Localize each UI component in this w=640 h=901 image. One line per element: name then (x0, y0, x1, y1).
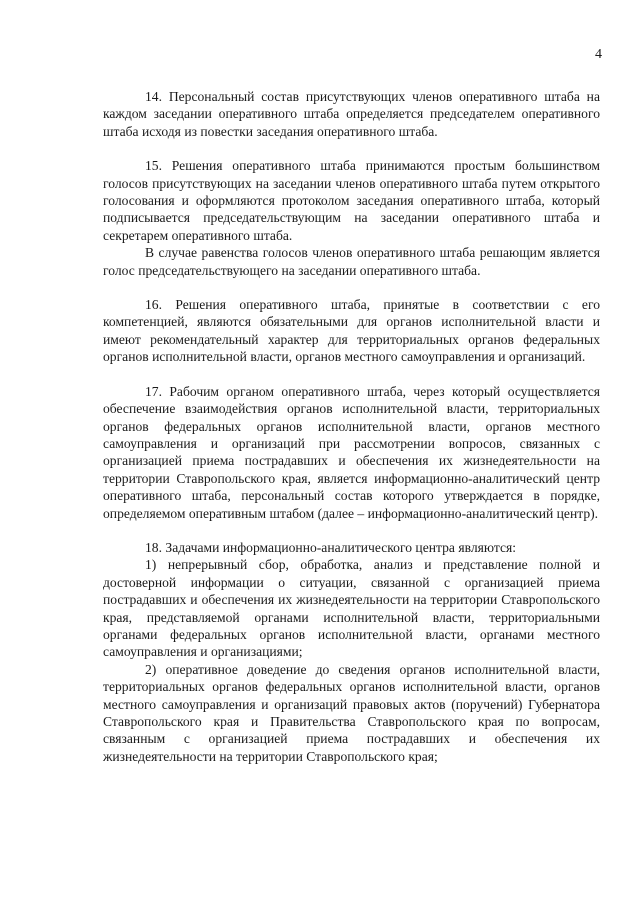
paragraph-18-item-1: 1) непрерывный сбор, обработка, анализ и представление полной и достоверной информации о ситуации, связанной с организацией приема пострадавших и обеспечения их жизнедеятельности на территории Ставропольского края, представляемой органами исполнительной власти, территориальными органами федеральных органов исполнительной власти, органами местного самоуправления и организациями; (103, 557, 600, 660)
document-body (103, 88, 600, 765)
paragraph-15-continuation: В случае равенства голосов членов оперативного штаба решающим является голос председательствующего на заседании оперативного штаба. (103, 245, 600, 278)
paragraph-14: 14. Персональный состав присутствующих членов оперативного штаба на каждом заседании оперативного штаба определяется председателем оперативного штаба исходя из повестки заседания оперативного штаба. (103, 89, 600, 139)
page-number: 4 (595, 47, 602, 62)
paragraph-18-item-2: 2) оперативное доведение до сведения органов исполнительной власти, территориальных органов федеральных органов исполнительной власти, органов местного самоуправления и организаций правовых актов (поручений) Губернатора Ставропольского края и Правительства Ставропольского края по вопросам, связанным с организацией приема пострадавших и обеспечения их жизнедеятельности на территории Ставропольского края; (103, 661, 600, 764)
paragraph-15: 15. Решения оперативного штаба принимаются простым большинством голосов присутствующих на заседании членов оперативного штаба путем открытого голосования и оформляются протоколом заседания оперативного штаба, который подписывается председательствующим на заседании оперативного штаба и секретарем оперативного штаба. (103, 158, 600, 243)
paragraph-16: 16. Решения оперативного штаба, принятые в соответствии с его компетенцией, являются обязательными для органов исполнительной власти и имеют рекомендательный характер для территориальных органов федеральных органов исполнительной власти, органов местного самоуправления и организаций. (103, 297, 600, 365)
paragraph-18: 18. Задачами информационно-аналитического центра являются: (145, 539, 517, 555)
paragraph-17: 17. Рабочим органом оперативного штаба, через который осуществляется обеспечение взаимодействия органов исполнительной власти, территориальных органов федеральных органов исполнительной власти, органов местного самоуправления и организаций при рассмотрении вопросов, связанных с организацией приема пострадавших и обеспечения их жизнедеятельности на территории Ставропольского края, является информационно-аналитический центр оперативного штаба, персональный состав которого утверждается в порядке, определяемом оперативным штабом (далее – информационно-аналитический центр). (103, 383, 600, 521)
